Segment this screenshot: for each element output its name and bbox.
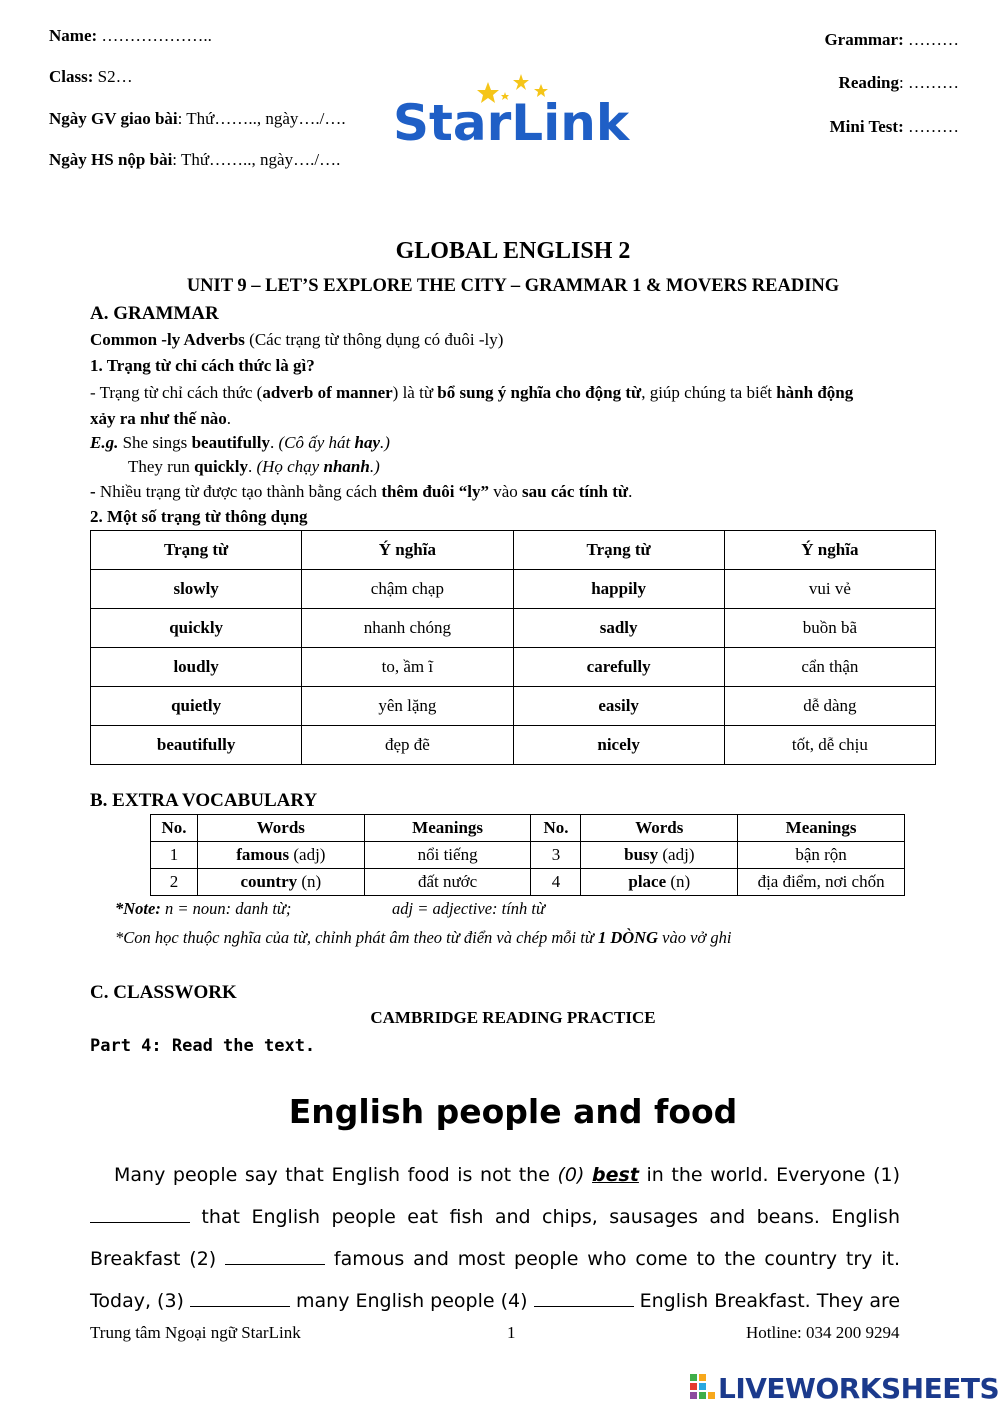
minitest-score-label: Mini Test: <box>829 117 904 136</box>
reading-score-label: Reading <box>838 73 900 92</box>
rule-bold-1: thêm đuôi “ly” <box>381 482 489 501</box>
no-header: No. <box>531 815 581 842</box>
vocab-table-header <box>151 815 905 842</box>
grammar-rule <box>90 480 936 504</box>
minitest-score-value: ……… <box>903 117 959 136</box>
instruction-text-1: *Con học thuộc nghĩa của từ, chỉnh phát âm theo từ điển và chép mỗi từ <box>115 928 598 947</box>
story-line-1 <box>90 1154 900 1196</box>
story-text: many English people (4) <box>289 1290 534 1312</box>
note-label: *Note: <box>115 899 161 918</box>
grammar-score <box>824 30 959 50</box>
grammar-topic-rest: (Các trạng từ thông dụng có đuôi -ly) <box>244 330 504 349</box>
assign-date-field <box>49 109 346 129</box>
submit-date-value: : Thứ…….., ngày…./…. <box>172 150 341 169</box>
meaning-header: Ý nghĩa <box>724 531 935 570</box>
meaning-cell: địa điểm, nơi chốn <box>738 869 905 896</box>
grammar-score-label: Grammar: <box>824 30 904 49</box>
def-bold-4: xảy ra như thế nào <box>90 409 227 428</box>
ex2-bold-italic: nhanh <box>323 457 370 476</box>
def-text-1: - Trạng từ chỉ cách thức ( <box>90 383 263 402</box>
name-label: Name: <box>49 26 98 45</box>
no-cell: 1 <box>151 842 198 869</box>
liveworksheets-logo-icon <box>690 1374 716 1404</box>
story-text: Breakfast (2) <box>90 1248 226 1270</box>
grammar-question-2: 2. Một số trạng từ thông dụng <box>90 507 308 526</box>
note-noun: n = noun: danh từ; <box>160 899 292 918</box>
adverb-cell: easily <box>513 687 724 726</box>
blank-2[interactable] <box>225 1247 325 1265</box>
no-cell: 3 <box>531 842 581 869</box>
story-line-2 <box>90 1196 900 1238</box>
ex2-text-1: They run <box>128 457 195 476</box>
vocab-heading: B. EXTRA VOCABULARY <box>90 790 318 811</box>
word-text: busy <box>624 845 659 864</box>
no-cell: 4 <box>531 869 581 896</box>
story-text: that English people eat fish and chips, sausages and beans. English <box>190 1206 900 1228</box>
grammar-score-value: ……… <box>903 30 959 49</box>
vocab-instruction <box>115 928 731 948</box>
word-text: famous <box>236 845 290 864</box>
example-number: (0) <box>557 1164 593 1186</box>
story-text: in the world. Everyone (1) <box>638 1164 901 1186</box>
meaning-cell: buồn bã <box>724 609 935 648</box>
example-answer: best <box>592 1164 639 1186</box>
adverb-cell: happily <box>513 570 724 609</box>
def-bold-1: adverb of manner <box>262 383 393 402</box>
ex1-bold: beautifully <box>191 433 270 452</box>
table-row <box>151 842 905 869</box>
table-row <box>91 609 936 648</box>
meaning-cell: đẹp đẽ <box>302 726 513 765</box>
instruction-text-2: vào vở ghi <box>658 928 732 947</box>
table-row <box>91 648 936 687</box>
def-text-2: ) là từ <box>392 383 438 402</box>
meaning-cell: yên lặng <box>302 687 513 726</box>
classwork-heading: C. CLASSWORK <box>90 982 237 1003</box>
meaning-cell: nổi tiếng <box>364 842 531 869</box>
grammar-heading: A. GRAMMAR <box>90 303 219 324</box>
table-row <box>91 687 936 726</box>
meaning-cell: bận rộn <box>738 842 905 869</box>
ex2-italic-1: (Họ chạy <box>256 457 324 476</box>
story-line-3 <box>90 1238 900 1280</box>
meaning-cell: to, ầm ĩ <box>302 648 513 687</box>
ex2-bold: quickly <box>194 457 248 476</box>
page-title: GLOBAL ENGLISH 2 <box>395 238 631 264</box>
table-row <box>91 570 936 609</box>
vocab-note-adj: adj = adjective: tính từ <box>392 899 546 918</box>
adverb-cell: quietly <box>91 687 302 726</box>
ex2-italic-2: .) <box>369 457 380 476</box>
part-of-speech: (n) <box>666 872 691 891</box>
name-field <box>49 26 212 46</box>
meanings-header: Meanings <box>738 815 905 842</box>
name-value: ……………….. <box>101 26 212 45</box>
word-cell <box>197 869 364 896</box>
def-text-4: . <box>226 409 232 428</box>
adverb-cell: carefully <box>513 648 724 687</box>
vocab-table <box>150 814 905 896</box>
adverb-header: Trạng từ <box>513 531 724 570</box>
ex1-text-2: . <box>269 433 279 452</box>
instruction-bold: 1 DÒNG <box>597 928 659 947</box>
adverb-cell: sadly <box>513 609 724 648</box>
logo-text: StarLink <box>393 94 630 152</box>
story-text: Today, (3) <box>90 1290 190 1312</box>
ex1-italic-2: .) <box>380 433 390 452</box>
grammar-topic-bold: Common -ly Adverbs <box>90 330 245 349</box>
assign-date-label: Ngày GV giao bài <box>49 109 178 128</box>
word-text: country <box>240 872 298 891</box>
rule-bold-2: sau các tính từ <box>522 482 629 501</box>
story-line-4 <box>90 1280 900 1322</box>
adverb-cell: quickly <box>91 609 302 648</box>
rule-text-2: vào <box>489 482 523 501</box>
meaning-cell: chậm chạp <box>302 570 513 609</box>
meaning-cell: tốt, dễ chịu <box>724 726 935 765</box>
assign-date-value: : Thứ…….., ngày…./…. <box>177 109 346 128</box>
story-text: English Breakfast. They are <box>633 1290 901 1312</box>
no-cell: 2 <box>151 869 198 896</box>
rule-text-3: . <box>628 482 633 501</box>
ex2-text-2: . <box>247 457 257 476</box>
class-value: S2… <box>97 67 133 86</box>
adverb-cell: slowly <box>91 570 302 609</box>
reading-score <box>839 73 959 93</box>
minitest-score <box>830 117 959 137</box>
meaning-header: Ý nghĩa <box>302 531 513 570</box>
grammar-definition-line-2 <box>90 407 936 431</box>
words-header: Words <box>581 815 738 842</box>
submit-date-label: Ngày HS nộp bài <box>49 150 173 169</box>
word-cell <box>197 842 364 869</box>
class-label: Class: <box>49 67 94 86</box>
story-text: Many people say that English food is not the <box>114 1164 558 1186</box>
class-field <box>49 67 133 87</box>
word-cell <box>581 842 738 869</box>
meaning-cell: nhanh chóng <box>302 609 513 648</box>
word-text: place <box>628 872 667 891</box>
adverb-cell: nicely <box>513 726 724 765</box>
meaning-cell: cẩn thận <box>724 648 935 687</box>
grammar-definition-line-1 <box>90 381 936 405</box>
example-2 <box>128 455 974 479</box>
footer-center-name: Trung tâm Ngoại ngữ StarLink <box>90 1323 301 1342</box>
def-text-3: , giúp chúng ta biết <box>641 383 777 402</box>
story-title: English people and food <box>288 1092 738 1131</box>
story-text: famous and most people who come to the country try it. <box>325 1248 901 1270</box>
meaning-cell: dễ dàng <box>724 687 935 726</box>
words-header: Words <box>197 815 364 842</box>
table-row <box>151 869 905 896</box>
example-label: E.g. <box>90 433 119 452</box>
adverb-table-header <box>91 531 936 570</box>
adverb-header: Trạng từ <box>91 531 302 570</box>
word-cell <box>581 869 738 896</box>
ex1-bold-italic: hay <box>354 433 380 452</box>
adverb-cell: beautifully <box>91 726 302 765</box>
meanings-header: Meanings <box>364 815 531 842</box>
example-1 <box>90 431 936 455</box>
classwork-subheading: CAMBRIDGE READING PRACTICE <box>370 1008 656 1027</box>
blank-1[interactable] <box>90 1205 190 1223</box>
footer-page-number: 1 <box>507 1323 516 1342</box>
rule-dash: - <box>90 482 96 501</box>
ex1-text-1: She sings <box>118 433 192 452</box>
def-bold-3: hành động <box>776 383 854 402</box>
vocab-note <box>115 899 291 919</box>
adverb-cell: loudly <box>91 648 302 687</box>
no-header: No. <box>151 815 198 842</box>
logo-wordmark <box>393 94 629 152</box>
def-bold-2: bổ sung ý nghĩa cho động từ <box>437 383 642 402</box>
part-of-speech: (n) <box>297 872 322 891</box>
rule-text-1: Nhiều trạng từ được tạo thành bằng cách <box>95 482 382 501</box>
blank-4[interactable] <box>534 1289 634 1307</box>
table-row <box>91 726 936 765</box>
page-subtitle: UNIT 9 – LET’S EXPLORE THE CITY – GRAMMAR 1 & MOVERS READING <box>186 276 840 296</box>
submit-date-field <box>49 150 340 170</box>
starlink-logo <box>393 70 643 154</box>
ex1-italic-1: (Cô ấy hát <box>278 433 355 452</box>
grammar-topic <box>90 328 936 352</box>
liveworksheets-text: LIVEWORKSHEETS <box>718 1372 999 1405</box>
footer-hotline: Hotline: 034 200 9294 <box>746 1323 900 1342</box>
meaning-cell: đất nước <box>364 869 531 896</box>
blank-3[interactable] <box>190 1289 290 1307</box>
reading-score-value: : ……… <box>899 73 959 92</box>
part-of-speech: (adj) <box>658 845 695 864</box>
meaning-cell: vui vẻ <box>724 570 935 609</box>
grammar-question-1: 1. Trạng từ chỉ cách thức là gì? <box>90 356 315 375</box>
adverb-table <box>90 530 936 765</box>
part-4-instruction: Part 4: Read the text. <box>90 1036 316 1056</box>
part-of-speech: (adj) <box>289 845 326 864</box>
